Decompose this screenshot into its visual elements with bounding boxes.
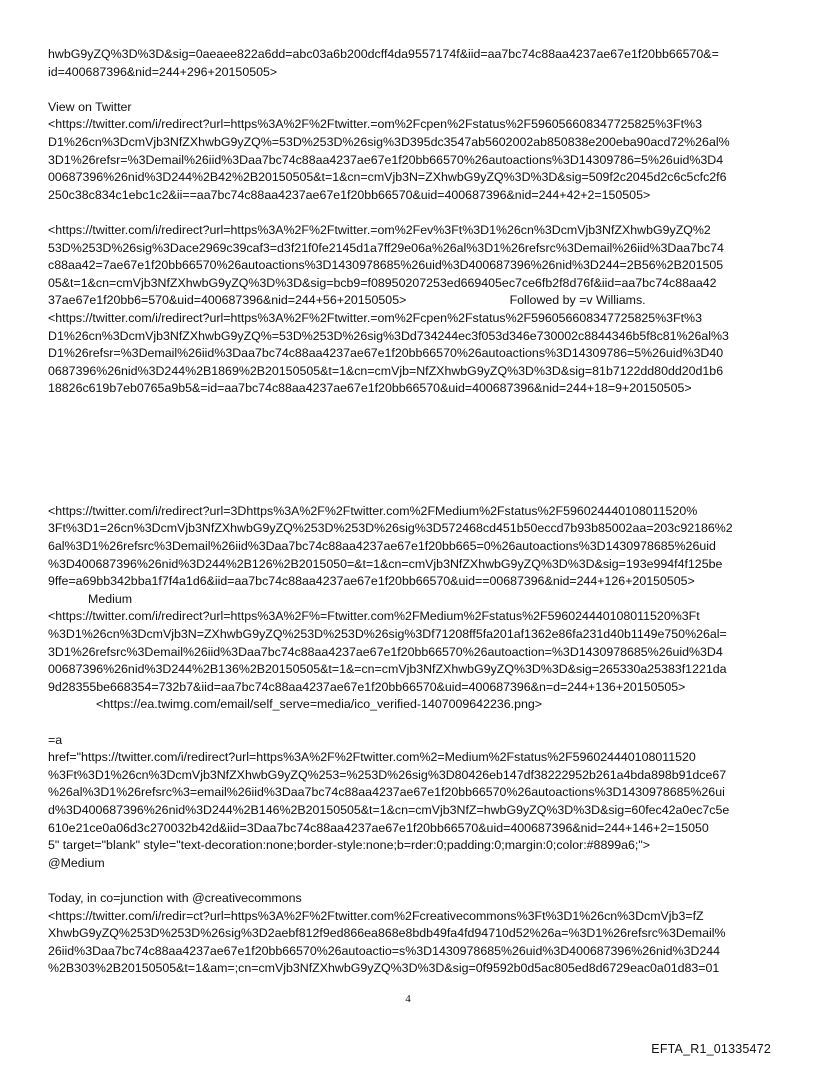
text-line: 05&t=1&cn=cmVjb3NfZXhwbG9yZQ%3D%3D&sig=bcb9=f08950207253ed669405ec7ce6fb2f8d76f&iid=aa7bc74c88aa42 [48, 275, 717, 290]
medium-handle: @Medium [48, 855, 105, 870]
verified-image-link: <https://ea.twimg.com/email/self_serve=media/ico_verified-1407009642236.png> [96, 697, 542, 712]
text-line: Today, in co=junction with @creativecommons [48, 890, 302, 905]
text-line: =a [48, 732, 63, 747]
text-block-5 [48, 608, 770, 714]
text-line: XhwbG9yZQ%253D%253D%26sig%3D2aebf812f9ed866ea868e8bdb49fa4fd94710d52%26a=%3D1%26refsrc%3Demail% [48, 926, 726, 941]
text-line: d%3D400687396%26nid%3D244%2B146%2B20150505&t=1&cn=cmVjb3NfZ=hwbG9yZQ%3D%3D&sig=60fec42a0ec7c5e [48, 802, 730, 817]
text-line: 53D%253D%26sig%3Dace2969c39caf3=d3f21f0fe2145d1a7ff29e06a%26al%3D1%26refsrc%3Demail%26iid%3Daa7bc74 [48, 240, 724, 255]
text-block-2 [48, 99, 770, 205]
text-line: %3D400687396%26nid%3D244%2B126%2B2015050=&t=1&cn=cmVjb3NfZXhwbG9yZQ%3D%3D&sig=193e994f4f125be [48, 556, 723, 571]
text-block-4 [48, 503, 770, 609]
text-line: 250c38c834c1ebc1c2&ii==aa7bc74c88aa4237ae67e1f20bb66570&uid=400687396&nid=244+42+2=150505> [48, 187, 651, 202]
bates-number: EFTA_R1_01335472 [651, 1042, 771, 1056]
text-line: D1%26cn%3DcmVjb3NfZXhwbG9yZQ%=53D%253D%26sig%3D395dc3547ab5602002ab850838e200eba90acd72%26al% [48, 134, 730, 149]
text-block-1 [48, 46, 770, 81]
text-line: %26al%3D1%26refsrc%3=email%26iid%3Daa7bc74c88aa4237ae67e1f20bb66570%26autoactions%3D1430978685%26ui [48, 785, 725, 800]
text-line: <https://twitter.com/i/redirect?url=https%3A%2F%2Ftwitter.=om%2Fev%3Ft%3D1%26cn%3DcmVjb3NfZXhwbG9yZQ%2 [48, 222, 711, 237]
page-number: 4 [405, 993, 411, 1005]
text-line: %2B303%2B20150505&t=1&am=;cn=cmVjb3NfZXhwbG9yZQ%3D%3D&sig=0f9592b0d5ac805ed8d6729eac0a01d83=01 [48, 961, 720, 976]
text-line: 26iid%3Daa7bc74c88aa4237ae67e1f20bb66570%26autoactio=s%3D1430978685%26uid%3D400687396%26nid%3D244 [48, 943, 721, 958]
text-line: D1%26refsr=%3Demail%26iid%3Daa7bc74c88aa4237ae67e1f20bb66570%26autoactions%3D14309786=5%26uid%3D40 [48, 346, 724, 361]
text-line: 610e21ce0a06d3c270032b42d&iid=3Daa7bc74c88aa4237ae67e1f20bb66570&uid=400687396&nid=244+146+2=15050 [48, 820, 709, 835]
text-line: %3D1%26cn%3DcmVjb3N=ZXhwbG9yZQ%253D%253D%26sig%3Df71208ff5fa201af1362e86fa231d40b1149e750%26al= [48, 627, 727, 642]
text-line: c88aa42=7ae67e1f20bb66570%26autoactions%3D1430978685%26uid%3D400687396%26nid%3D244=2B56%2B201505 [48, 258, 724, 273]
document-body [48, 46, 770, 978]
text-line: <https://twitter.com/i/redirect?url=https%3A%2F%2Ftwitter.=om%2Fcpen%2Fstatus%2F596056608347725825%3Ft%3 [48, 310, 702, 325]
text-line: 3D1%26refsrc%3Demail%26iid%3Daa7bc74c88aa4237ae67e1f20bb66570%26autoaction=%3D1430978685%26uid%3D4 [48, 644, 723, 659]
text-line: 9d28355be668354=732b7&iid=aa7bc74c88aa4237ae67e1f20bb66570&uid=400687396&n=d=244+136+20150505> [48, 679, 686, 694]
medium-label: Medium [88, 591, 133, 606]
text-line: D1%26cn%3DcmVjb3NfZXhwbG9yZQ%=53D%253D%26sig%3Dd734244ec3f053d346e730002c8844346b5f8c81%26al%3 [48, 328, 729, 343]
text-line: id=400687396&nid=244+296+20150505> [48, 64, 278, 79]
text-block-3 [48, 222, 770, 398]
text-line: 3Ft%3D1=26cn%3DcmVjb3NfZXhwbG9yZQ%253D%253D%26sig%3D572468cd451b50eccd7b93b85002aa=203c92186%2 [48, 521, 733, 536]
text-line: %3Ft%3D1%26cn%3DcmVjb3NfZXhwbG9yZQ%253=%253D%26sig%3D80426eb147df38222952b261a4bda898b91dce67 [48, 767, 727, 782]
text-line: 6al%3D1%26refsrc%3Demail%26iid%3Daa7bc74c88aa4237ae67e1f20bb665=0%26autoactions%3D1430978685%26uid [48, 539, 716, 554]
text-line: 00687396%26nid%3D244%2B136%2B20150505&t=1&=cn=cmVjb3NfZXhwbG9yZQ%3D%3D&sig=265330a25383f1221da [48, 662, 727, 677]
text-line: 9ffe=a69bb342bba1f7f4a1d6&iid=aa7bc74c88aa4237ae67e1f20bb66570&uid==00687396&nid=244+126+20150505> [48, 574, 695, 589]
view-on-twitter-label: View on Twitter [48, 99, 132, 114]
text-line: <https://twitter.com/i/redirect?url=https%3A%2F%=Ftwitter.com%2FMedium%2Fstatus%2F596024440108011520%3Ft [48, 609, 700, 624]
text-line: href="https://twitter.com/i/redirect?url=https%3A%2F%2Ftwitter.com%2=Medium%2Fstatus%2F596024440108011520 [48, 750, 696, 765]
text-line: 0687396%26nid%3D244%2B1869%2B20150505&t=1&cn=cmVjb=NfZXhwbG9yZQ%3D%3D&sig=81b7122dd80dd20d1b6 [48, 363, 724, 378]
text-line: hwbG9yZQ%3D%3D&sig=0aeaee822a6dd=abc03a6b200dcff4da9557174f&iid=aa7bc74c88aa4237ae67e1f20bb66570&= [48, 47, 719, 61]
text-block-6 [48, 732, 770, 873]
text-line: 00687396%26nid%3D244%2B42%2B20150505&t=1&cn=cmVjb3N=ZXhwbG9yZQ%3D%3D&sig=509f2c2045d2c6c5cfc2f6 [48, 170, 727, 185]
followed-by-line: 37ae67e1f20bb6=570&uid=400687396&nid=244+56+20150505> Followed by =v Williams. [48, 293, 646, 308]
text-line: 3D1%26refsr=%3Demail%26iid%3Daa7bc74c88aa4237ae67e1f20bb66570%26autoactions%3D14309786=5%26uid%3D4 [48, 152, 724, 167]
text-line: 18826c619b7eb0765a9b5&=id=aa7bc74c88aa4237ae67e1f20bb66570&uid=400687396&nid=244+18=9+20150505> [48, 381, 692, 396]
text-line: 5" target="blank" style="text-decoration:none;border-style:none;b=rder:0;padding:0;margin:0;color:#8899a6;"> [48, 838, 650, 853]
text-line: <https://twitter.com/i/redir=ct?url=https%3A%2F%2Ftwitter.com%2Fcreativecommons%3Ft%3D1%26cn%3DcmVjb3=fZ [48, 908, 704, 923]
text-line: <https://twitter.com/i/redirect?url=https%3A%2F%2Ftwitter.=om%2Fcpen%2Fstatus%2F596056608347725825%3Ft%3 [48, 117, 702, 132]
text-line: <https://twitter.com/i/redirect?url=3Dhttps%3A%2F%2Ftwitter.com%2FMedium%2Fstatus%2F596024440108011520% [48, 503, 698, 518]
text-block-7 [48, 890, 770, 978]
